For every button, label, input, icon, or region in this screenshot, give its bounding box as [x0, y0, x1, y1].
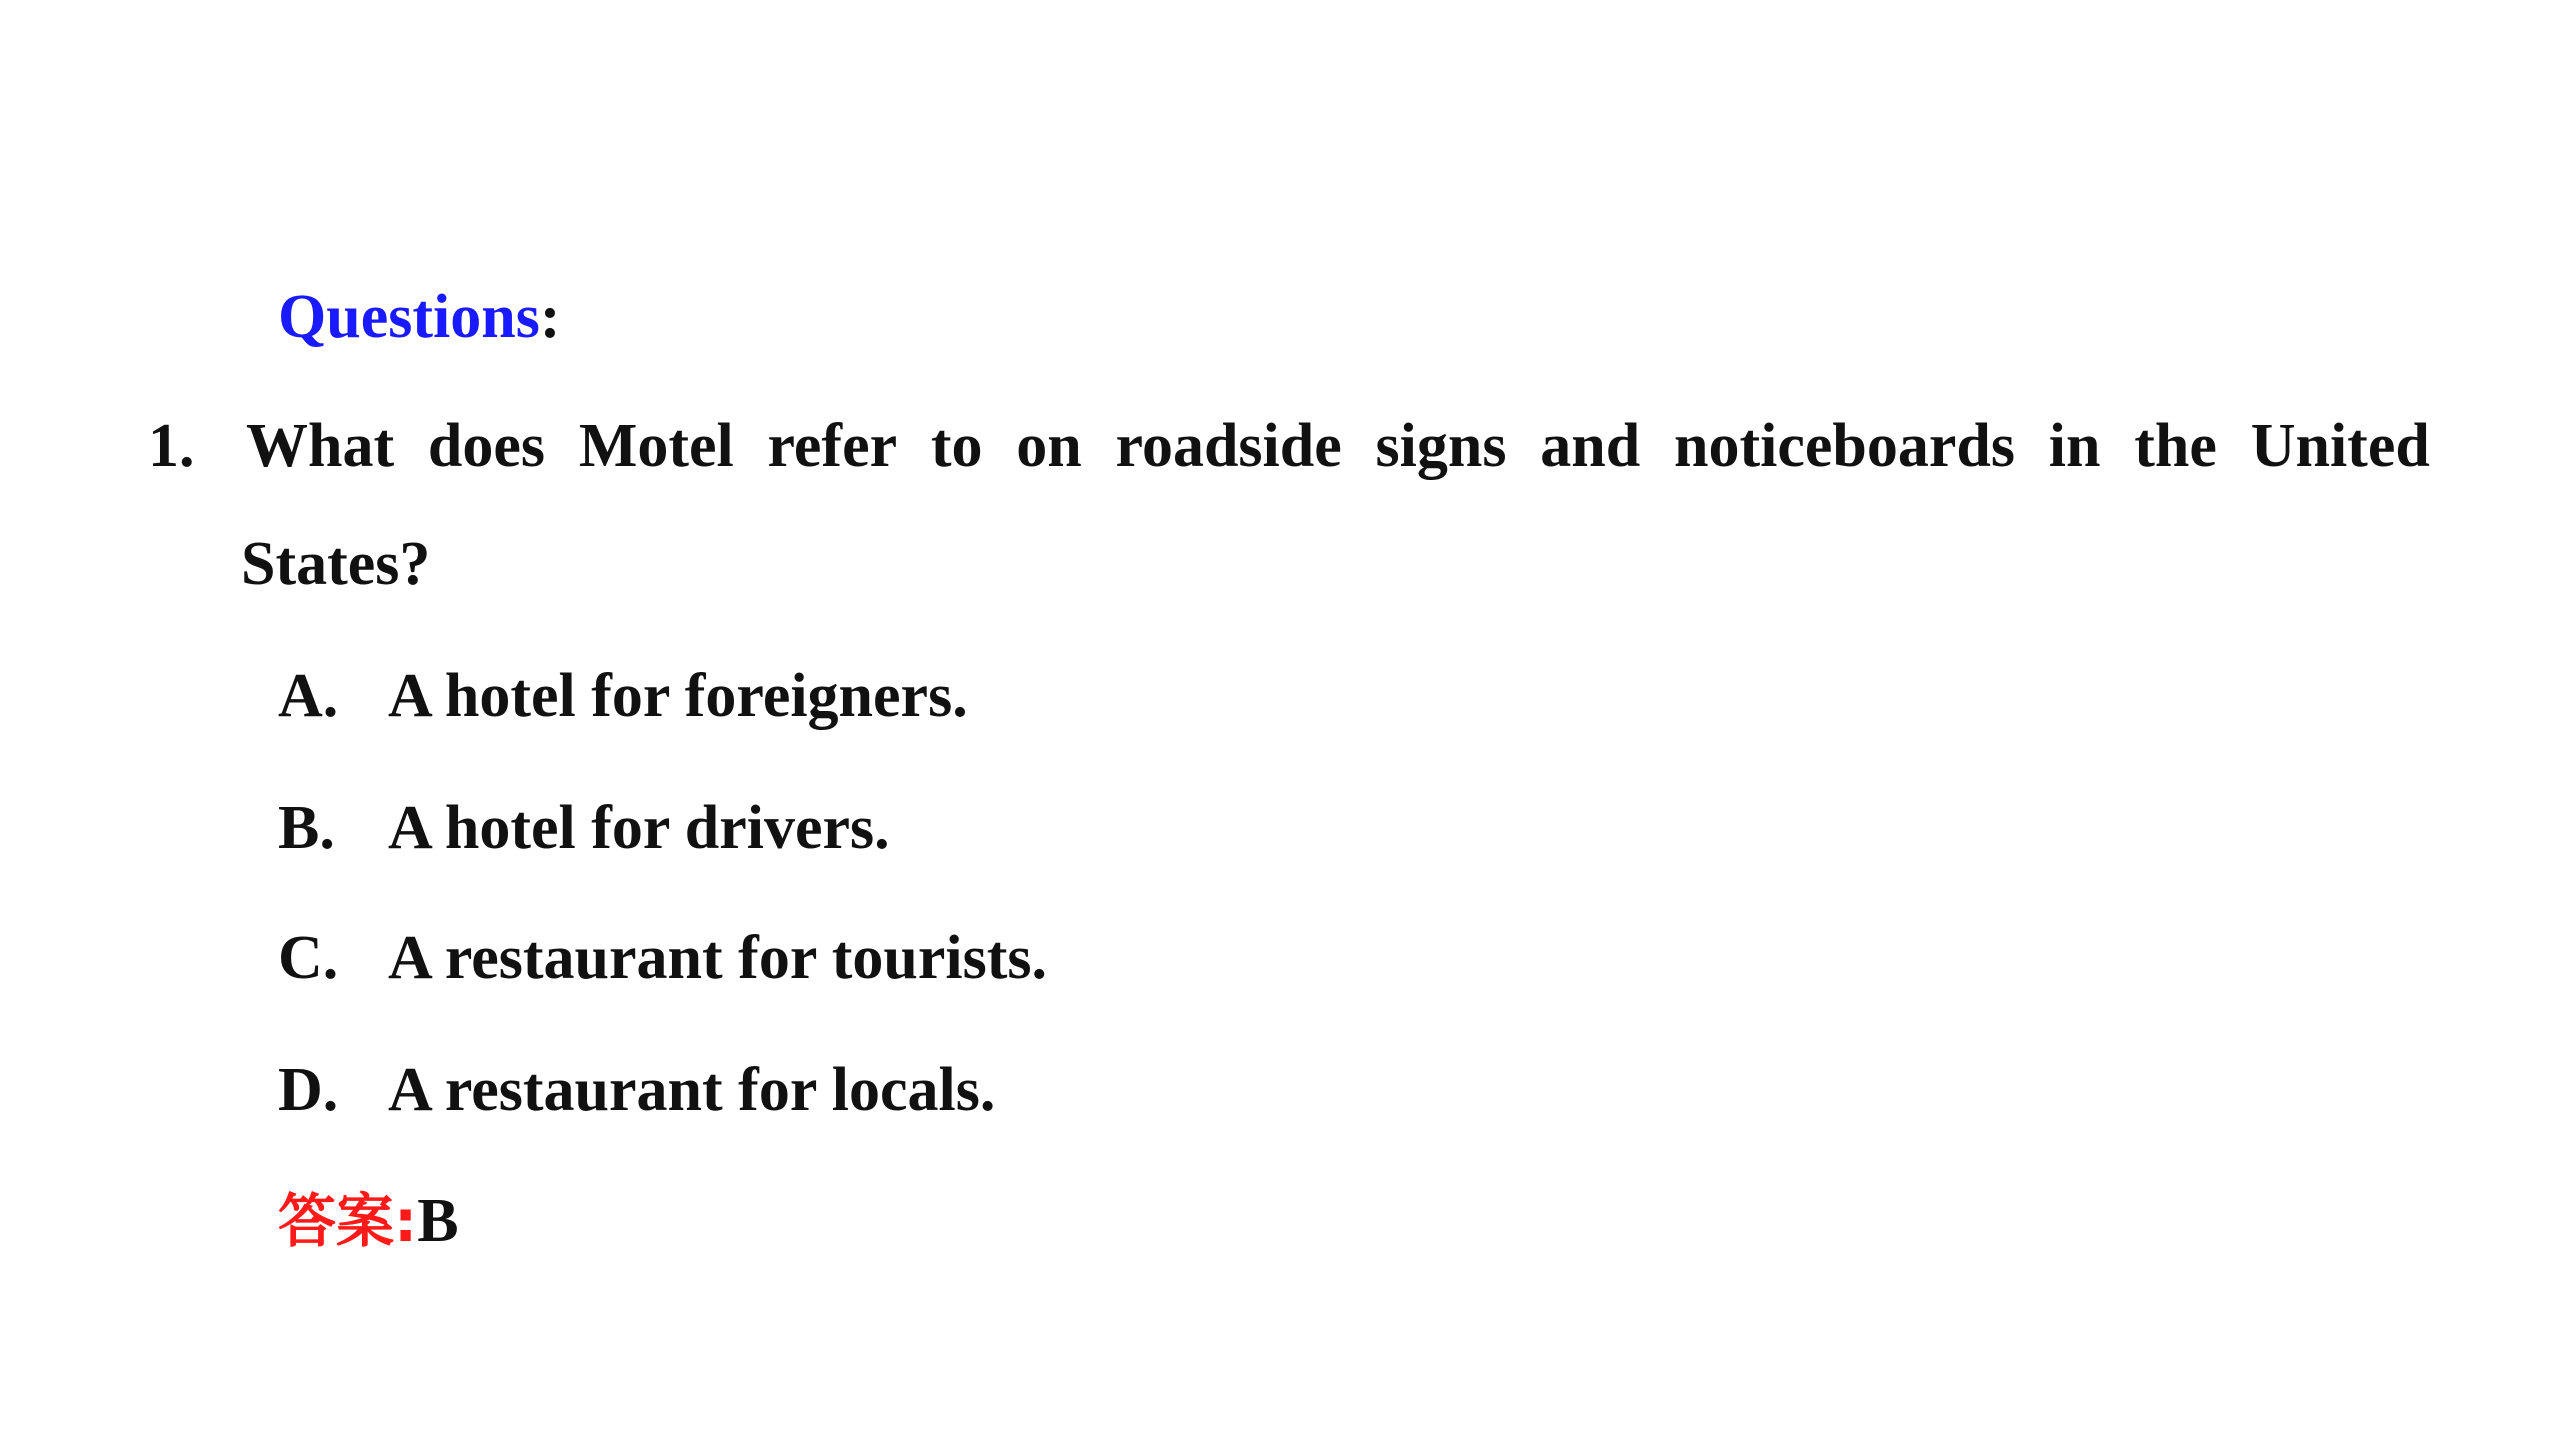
question-word: signs — [1375, 412, 1507, 480]
option-text: A hotel for drivers. — [388, 794, 890, 862]
option-b[interactable] — [278, 794, 890, 862]
question-word: What — [246, 412, 395, 480]
question-words — [246, 412, 2430, 480]
question-line-1 — [148, 412, 2430, 480]
question-word: the — [2134, 412, 2217, 480]
question-word: refer — [767, 412, 898, 480]
option-a[interactable] — [278, 662, 968, 730]
question-number: 1. — [148, 412, 195, 480]
heading-colon: : — [539, 283, 561, 351]
answer-label: 答案: — [278, 1187, 418, 1255]
question-word: in — [2048, 412, 2101, 480]
question-word: roadside — [1115, 412, 1342, 480]
option-letter: D. — [278, 1056, 339, 1124]
option-letter: B. — [278, 794, 335, 862]
question-word: on — [1016, 412, 1082, 480]
heading-label: Questions — [278, 283, 540, 351]
question-word: United — [2250, 412, 2430, 480]
option-text: A restaurant for locals. — [388, 1056, 996, 1124]
question-word: and — [1540, 412, 1641, 480]
question-word: noticeboards — [1674, 412, 2016, 480]
question-word: to — [930, 412, 983, 480]
answer-line — [278, 1187, 459, 1255]
option-letter: C. — [278, 924, 339, 992]
option-d[interactable] — [278, 1056, 996, 1124]
question-word: Motel — [578, 412, 734, 480]
option-c[interactable] — [278, 924, 1047, 992]
question-1 — [148, 412, 2430, 598]
option-text: A restaurant for tourists. — [388, 924, 1047, 992]
option-text: A hotel for foreigners. — [388, 662, 968, 730]
option-letter: A. — [278, 662, 339, 730]
questions-heading — [278, 283, 561, 351]
question-line-2: States? — [241, 530, 431, 598]
answer-value: B — [417, 1187, 459, 1255]
question-word: does — [427, 412, 546, 480]
